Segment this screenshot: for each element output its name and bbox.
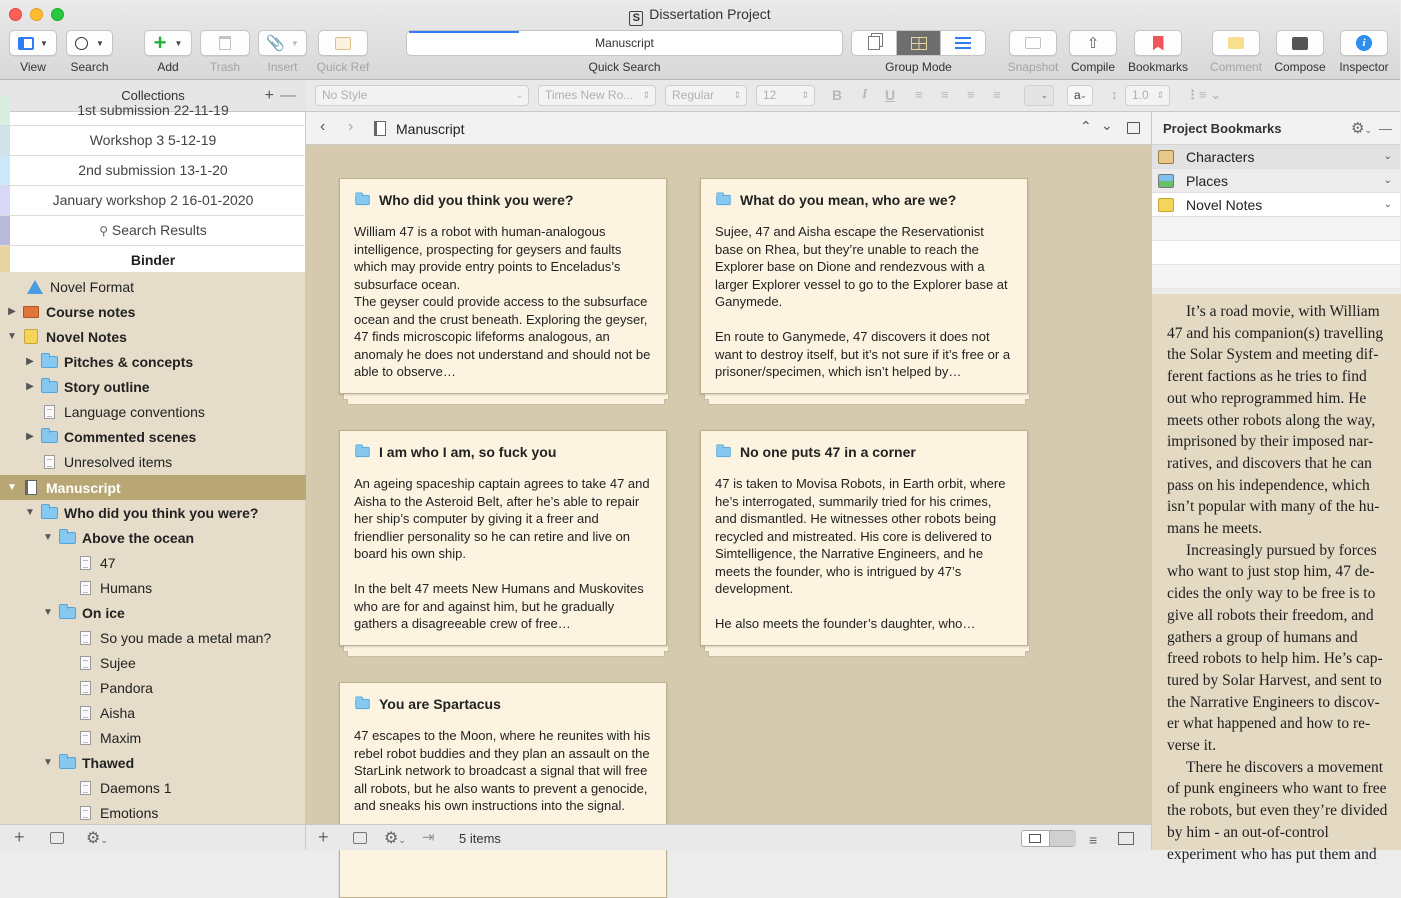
- binder-item-scene-folder[interactable]: ▼ On ice: [43, 604, 125, 621]
- text-color-select[interactable]: [1024, 85, 1054, 106]
- next-document-icon[interactable]: ⌄: [1101, 117, 1113, 133]
- collection-tab-binder[interactable]: Binder: [0, 246, 306, 276]
- italic-button[interactable]: I: [862, 87, 868, 102]
- binder-item-document[interactable]: Aisha: [0, 700, 306, 725]
- card-title[interactable]: I am who I am, so fuck you: [354, 443, 652, 461]
- move-icon[interactable]: ⇥: [422, 829, 435, 846]
- trash-icon: [219, 36, 231, 50]
- scrivenings-icon: [868, 36, 880, 50]
- document-icon: [80, 581, 91, 595]
- updown-icon: ⇕: [642, 90, 650, 100]
- binder-item-document[interactable]: Pandora: [0, 675, 306, 700]
- folder-icon: [41, 431, 58, 443]
- disclosure-triangle-icon[interactable]: ▼: [7, 482, 17, 493]
- binder-item-manuscript[interactable]: ▼ Manuscript: [0, 475, 306, 500]
- binder-item-document[interactable]: Daemons 1: [0, 775, 306, 800]
- corkboard-icon: [911, 37, 927, 50]
- collections-list: [0, 102, 306, 272]
- updown-icon: ⇕: [733, 90, 741, 100]
- add-button[interactable]: [144, 30, 192, 56]
- underline-button[interactable]: U: [885, 87, 896, 103]
- search-tool[interactable]: ▼ Search: [66, 30, 113, 74]
- camera-icon: [1025, 37, 1041, 49]
- presentation-icon: [23, 306, 39, 318]
- corkboard: [306, 145, 1151, 824]
- group-mode-segmented-control[interactable]: [851, 30, 986, 56]
- add-card-button[interactable]: +: [318, 827, 329, 847]
- comment-tool[interactable]: Comment: [1207, 30, 1265, 74]
- chevron-down-icon: ⌄: [1383, 199, 1392, 210]
- insert-button[interactable]: [258, 30, 307, 56]
- binder-item-scene-folder[interactable]: ▼ Thawed: [43, 754, 135, 771]
- folder-icon: [716, 195, 730, 205]
- freeform-icon: [1049, 831, 1076, 846]
- paperclip-icon: 📎: [266, 35, 285, 52]
- document-icon: [80, 706, 91, 720]
- comment-button[interactable]: [1212, 30, 1260, 56]
- comment-icon: [1228, 37, 1244, 49]
- editor-footer: [306, 824, 1151, 850]
- add-folder-icon[interactable]: [353, 832, 367, 844]
- folder-icon: [41, 507, 58, 519]
- binder-item-novel-notes[interactable]: ▼ Novel Notes: [7, 328, 127, 345]
- font-family-select[interactable]: Times New Ro... ⇕: [538, 85, 656, 106]
- outliner-icon: [955, 37, 971, 49]
- folder-icon: [355, 699, 369, 709]
- binder-item-chapter[interactable]: ▼ Who did you think you were?: [25, 504, 259, 521]
- search-progress-bar: [409, 31, 519, 33]
- disclosure-triangle-icon[interactable]: ▶: [26, 356, 34, 367]
- binder-item-novel-format[interactable]: Novel Format: [0, 274, 306, 299]
- disclosure-triangle-icon[interactable]: ▼: [7, 331, 17, 342]
- chevron-down-icon: ▼: [96, 38, 104, 48]
- binder-item-scene-folder[interactable]: ▼ Above the ocean: [43, 529, 195, 546]
- card-synopsis[interactable]: Sujee, 47 and Aisha escape the Reservationist base on Rhea, but they’re unable to reach the Explorer base on Dione and rendezvous with a larger Explorer vessel to go to the Explorer base at Ganymede. En route to Ganymede, 47 discovers it does not want to destroy itself, but it’s not sure if it’s free or a prisoner/specimen, which isn’t helped by…: [715, 224, 1011, 379]
- collection-tab-search-results[interactable]: ⚲ Search Results: [0, 216, 306, 246]
- line-spacing-select[interactable]: 1.0 ⇕: [1125, 85, 1170, 106]
- quick-search-label: Quick Search: [588, 60, 661, 74]
- card-size-icon[interactable]: ≡: [1089, 832, 1098, 848]
- document-icon: [80, 681, 91, 695]
- editor-header: [306, 112, 1151, 145]
- chevron-down-icon: ▼: [174, 38, 183, 48]
- disclosure-triangle-icon[interactable]: ▶: [26, 381, 34, 392]
- collection-tab[interactable]: 1st submission 22-11-19: [0, 96, 306, 126]
- format-bar: [306, 80, 1400, 112]
- quick-ref-button[interactable]: [318, 30, 368, 56]
- line-spacing-icon: ↕: [1111, 87, 1118, 102]
- compose-tool[interactable]: Compose: [1272, 30, 1328, 74]
- binder-item-document[interactable]: So you made a metal man?: [0, 625, 306, 650]
- disclosure-triangle-icon[interactable]: ▼: [25, 507, 35, 518]
- binder-item-pitches[interactable]: ▶ Pitches & concepts: [0, 349, 306, 374]
- folder-icon: [355, 447, 369, 457]
- minimize-icon[interactable]: —: [1379, 121, 1392, 136]
- binder-item-document[interactable]: Sujee: [0, 650, 306, 675]
- card-synopsis[interactable]: 47 is taken to Movisa Robots, in Earth orbit, where he’s interrogated, summarily tried for his crimes, and dismantled. He witnesses other robots being recycled and mistreated. His core is delivered to Simtelligence, the Narrative Engineers, and he meets the founder, who is intrigued by 47’s development. He also meets the founder’s daughter, who…: [715, 476, 1006, 631]
- search-icon: ⚲: [99, 224, 108, 238]
- card-synopsis[interactable]: 47 escapes to the Moon, where he reunites with his rebel robot buddies and they plan an assault on the StarLink network to broadcast a signal that will free all robots, but he also wants to prevent a genocide, and sneaks his own instructions into the signal.: [354, 728, 654, 813]
- binder-item-course-notes[interactable]: ▶ Course notes: [0, 299, 306, 324]
- chevron-down-icon: ⌄: [515, 90, 523, 100]
- previous-document-icon[interactable]: ⌃: [1080, 118, 1092, 134]
- inspector-tool[interactable]: i Inspector: [1336, 30, 1392, 74]
- snapshot-tool[interactable]: Snapshot: [1007, 30, 1059, 74]
- binder-item-story-outline[interactable]: ▶ Story outline: [0, 374, 306, 399]
- updown-icon: ⇕: [801, 90, 809, 100]
- gear-icon[interactable]: ⚙⌄: [86, 830, 108, 847]
- insert-tool[interactable]: 📎 ▼ Insert: [258, 30, 307, 74]
- view-layout-icon: [18, 37, 34, 50]
- document-icon: [80, 631, 91, 645]
- collection-tab[interactable]: 2nd submission 13-1-20: [0, 156, 306, 186]
- highlight-select[interactable]: a ⌄: [1067, 85, 1093, 106]
- snapshot-button[interactable]: [1009, 30, 1057, 56]
- document-icon: [80, 556, 91, 570]
- window-title: S Dissertation Project: [0, 6, 1400, 26]
- add-item-button[interactable]: +: [14, 827, 25, 847]
- folder-icon: [59, 532, 76, 544]
- compose-icon: [1292, 37, 1308, 50]
- binder-outline: [0, 272, 306, 824]
- chevron-down-icon: ▼: [40, 38, 48, 48]
- trash-tool[interactable]: Trash: [200, 30, 250, 74]
- card-title[interactable]: No one puts 47 in a corner: [715, 443, 1013, 461]
- quick-search-field[interactable]: Manuscript: [406, 30, 843, 56]
- compose-button[interactable]: [1276, 30, 1324, 56]
- index-card[interactable]: [339, 178, 667, 394]
- card-title[interactable]: You are Spartacus: [354, 695, 652, 713]
- share-icon: ⇧: [1086, 35, 1100, 52]
- collection-tab[interactable]: January workshop 2 16-01-2020: [0, 186, 306, 216]
- binder-item-document[interactable]: 47: [0, 550, 306, 575]
- group-mode-label: Group Mode: [885, 60, 952, 74]
- chevron-down-icon: ⌄: [1383, 175, 1392, 186]
- gear-icon[interactable]: ⚙⌄: [384, 830, 406, 847]
- inspector-button[interactable]: [1340, 30, 1388, 56]
- info-icon: i: [1356, 35, 1372, 51]
- quick-ref-tool[interactable]: Quick Ref: [316, 30, 370, 74]
- index-card[interactable]: [339, 430, 667, 646]
- disclosure-triangle-icon[interactable]: ▶: [8, 306, 16, 317]
- add-tool[interactable]: + ▼ Add: [144, 30, 192, 74]
- bookmark-novel-notes[interactable]: Novel Notes ⌄: [1152, 193, 1400, 217]
- binder-item-unresolved-items[interactable]: Unresolved items: [0, 449, 306, 474]
- index-card[interactable]: [700, 178, 1028, 394]
- split-editor-icon[interactable]: [1127, 122, 1140, 134]
- card-title[interactable]: Who did you think you were?: [354, 191, 652, 209]
- card-synopsis[interactable]: An ageing spaceship captain agrees to take 47 and Aisha to the Asteroid Belt, after he’s able to repair her ship’s computer by giving it a freer and friendlier personality so he can retire and live on board his own ship. In the belt 47 meets New Humans and Muskovites who are for and against him, but he gradually gathers a disagreeable crew of free…: [354, 476, 650, 631]
- search-button[interactable]: [66, 30, 113, 56]
- folder-icon: [59, 607, 76, 619]
- bookmarks-button[interactable]: [1134, 30, 1182, 56]
- folder-icon: [41, 381, 58, 393]
- binder-item-commented-scenes[interactable]: ▶ Commented scenes: [0, 424, 306, 449]
- binder-item-document[interactable]: Maxim: [0, 725, 306, 750]
- disclosure-triangle-icon[interactable]: ▼: [43, 607, 53, 618]
- character-icon: [1158, 150, 1174, 164]
- places-icon: [1158, 174, 1174, 188]
- document-icon: [44, 455, 55, 469]
- disclosure-triangle-icon[interactable]: ▶: [26, 431, 34, 442]
- forward-arrow-icon[interactable]: ›: [348, 118, 354, 135]
- index-card[interactable]: [700, 430, 1028, 646]
- corkboard-view-toggle[interactable]: [1021, 830, 1075, 847]
- card-synopsis[interactable]: William 47 is a robot with human-analogous intelligence, prospecting for geysers and faults which may provide entry points to Enceladus’s subsurface ocean. The geyser could provide access to the subsurface ocean and the crust beneath. Exploring the geyser, 47 finds microscopic lifeforms analogous, an anomaly he does not understand and should not be able to observe…: [354, 224, 651, 379]
- back-arrow-icon[interactable]: ‹: [320, 118, 326, 135]
- breadcrumb[interactable]: Manuscript: [396, 121, 465, 137]
- add-collection-button[interactable]: +: [264, 87, 274, 104]
- quick-ref-icon: [335, 37, 351, 50]
- compile-tool[interactable]: ⇧ Compile: [1068, 30, 1118, 74]
- notebook-icon: [24, 329, 38, 344]
- notebook-icon: [1158, 198, 1174, 212]
- disclosure-triangle-icon[interactable]: ▼: [43, 757, 53, 768]
- remove-collection-button[interactable]: —: [280, 87, 296, 104]
- bookmark-icon: [1153, 36, 1164, 51]
- group-mode-scrivenings-button[interactable]: [852, 31, 897, 55]
- bookmark-places[interactable]: Places ⌄: [1152, 169, 1400, 193]
- font-size-select[interactable]: 12 ⇕: [756, 85, 815, 106]
- chevron-down-icon: ⌄: [1383, 151, 1392, 162]
- align-right-icon[interactable]: ≡: [967, 87, 975, 102]
- collection-tab[interactable]: Workshop 3 5-12-19: [0, 126, 306, 156]
- gear-icon[interactable]: ⚙⌄: [1351, 120, 1372, 137]
- document-icon: [80, 781, 91, 795]
- chevron-down-icon: ⌄: [1040, 90, 1048, 100]
- binder-item-language-conventions[interactable]: Language conventions: [0, 399, 306, 424]
- list-style-icon[interactable]: ⋮≡ ⌄: [1186, 87, 1222, 102]
- group-mode-corkboard-button[interactable]: [897, 31, 942, 55]
- manuscript-icon: [25, 480, 37, 495]
- item-count: 5 items: [459, 831, 501, 846]
- folder-icon: [716, 447, 730, 457]
- inspector-panel: [1151, 112, 1400, 863]
- document-icon: [80, 806, 91, 820]
- updown-icon: ⇕: [1156, 90, 1164, 100]
- card-columns-icon[interactable]: [1118, 832, 1134, 845]
- binder-item-document[interactable]: Emotions: [0, 800, 306, 825]
- trash-button[interactable]: [200, 30, 250, 56]
- grid-icon: [1029, 834, 1041, 843]
- scrivener-document-icon: S: [629, 11, 643, 26]
- manuscript-icon: [374, 121, 386, 136]
- chevron-down-icon: ⌄: [1079, 90, 1087, 100]
- index-card[interactable]: [339, 682, 667, 898]
- inspector-header: Project Bookmarks ⚙⌄ —: [1152, 112, 1400, 145]
- search-icon: [75, 37, 88, 50]
- bookmark-characters[interactable]: Characters ⌄: [1152, 145, 1400, 169]
- bookmark-preview-text[interactable]: It’s a road movie, with William 47 and his companion(s) travelling the Solar System and meeting dif-ferent factions as he tries to find out who reprogrammed him. He meets other robots along the way, imprisoned by their imposed nar-ratives, and discovers that he can pass on his independence, which isn’t popular with many of the hu-mans he meets. Increasingly pursued by forces who want to just stop him, 47 de-cides the only way to be free is to give all robots their freedom, and gathers a group of humans and freed robots to help him. He’s cap-tured by Solar Harvest, and sent to the Narrative Engineers to discov-er what happened and how to re-verse it. There he discovers a movement of punk engineers who want to free the robots, but even they’re divided by him - an out-of-control experiment who has put them and: [1152, 294, 1401, 850]
- collections-header: Collections + —: [0, 80, 306, 112]
- chevron-down-icon: ▼: [290, 38, 299, 48]
- font-weight-select[interactable]: Regular ⇕: [665, 85, 747, 106]
- align-justify-icon[interactable]: ≡: [993, 87, 1001, 102]
- group-mode-outliner-button[interactable]: [941, 31, 985, 55]
- card-title[interactable]: What do you mean, who are we?: [715, 191, 1013, 209]
- align-left-icon[interactable]: ≡: [915, 87, 923, 102]
- novel-format-icon: [27, 280, 43, 294]
- folder-icon: [41, 356, 58, 368]
- folder-icon: [355, 195, 369, 205]
- folder-icon: [59, 757, 76, 769]
- window-titlebar: [0, 0, 1400, 80]
- align-center-icon[interactable]: ≡: [941, 87, 949, 102]
- bold-button[interactable]: B: [832, 87, 843, 103]
- view-button[interactable]: [9, 30, 57, 56]
- plus-icon: +: [153, 30, 167, 55]
- document-icon: [80, 656, 91, 670]
- view-tool[interactable]: ▼ View: [9, 30, 57, 74]
- add-folder-icon[interactable]: [50, 832, 64, 844]
- document-icon: [44, 405, 55, 419]
- bookmarks-tool[interactable]: Bookmarks: [1126, 30, 1190, 74]
- compile-button[interactable]: [1069, 30, 1117, 56]
- document-icon: [80, 731, 91, 745]
- binder-footer: [0, 824, 306, 850]
- style-select[interactable]: No Style ⌄: [315, 85, 529, 106]
- binder-item-document[interactable]: Humans: [0, 575, 306, 600]
- disclosure-triangle-icon[interactable]: ▼: [43, 532, 53, 543]
